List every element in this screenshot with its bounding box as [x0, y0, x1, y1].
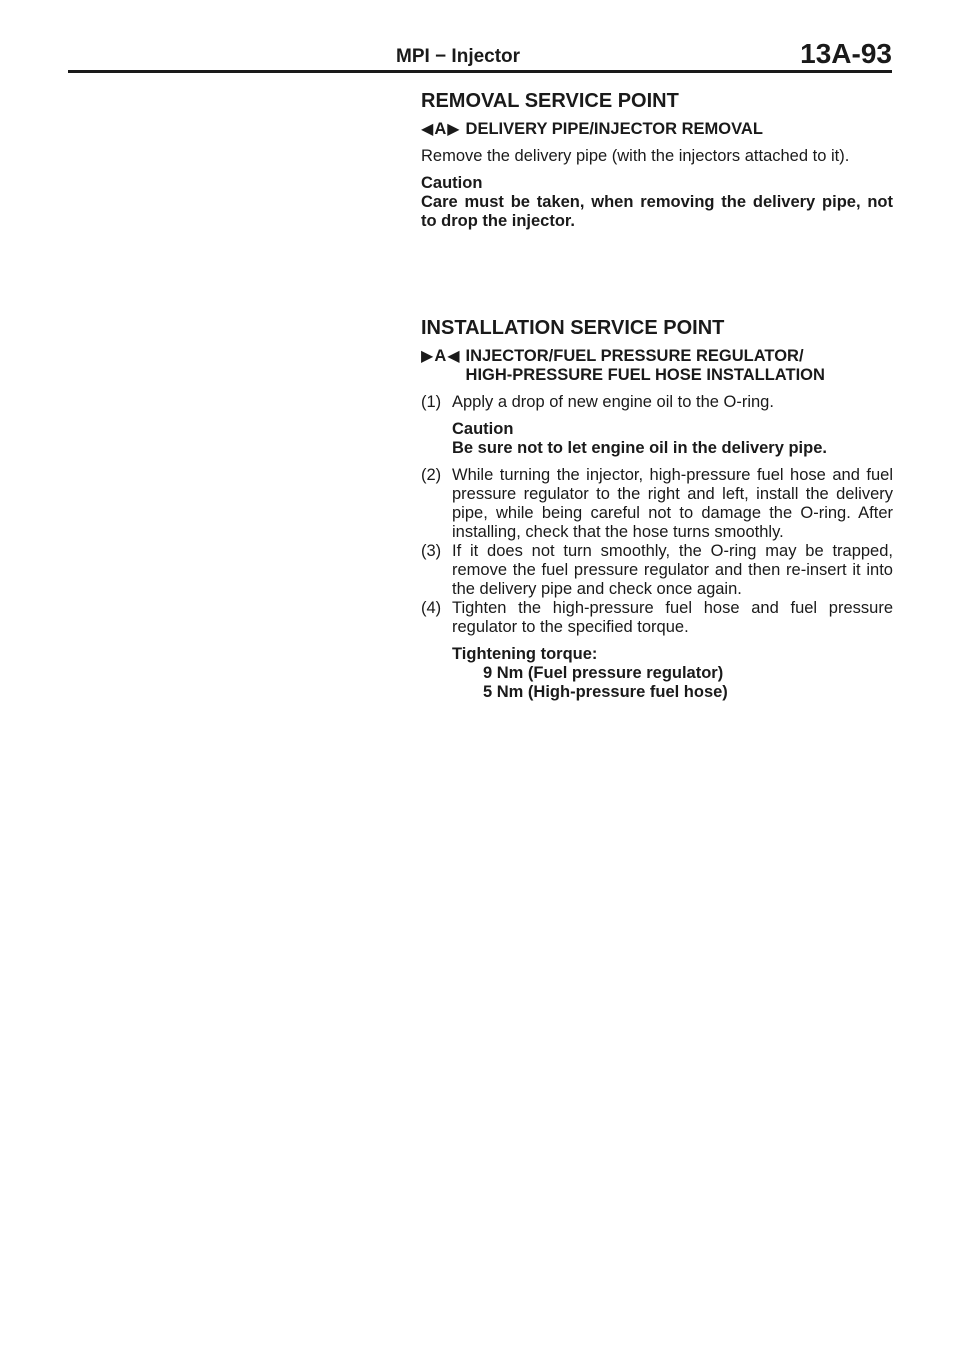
installation-marker-letter: A	[434, 347, 447, 365]
page-number: 13A-93	[800, 38, 892, 69]
installation-caution-label: Caution	[452, 420, 514, 438]
removal-subheading-title: DELIVERY PIPE/INJECTOR REMOVAL	[465, 120, 763, 138]
removal-marker-letter: A	[434, 120, 447, 138]
step-item	[421, 542, 893, 599]
installation-steps	[421, 393, 893, 412]
installation-subheading-line2: HIGH-PRESSURE FUEL HOSE INSTALLATION	[465, 366, 825, 384]
removal-body: Remove the delivery pipe (with the injectors attached to it).	[421, 147, 850, 165]
removal-marker	[421, 120, 460, 139]
page-header	[0, 0, 960, 80]
torque-value-hose: 5 Nm (High-pressure fuel hose)	[483, 683, 728, 701]
step-number: (4)	[421, 599, 442, 617]
step-number: (3)	[421, 542, 442, 560]
installation-subheading	[421, 347, 893, 385]
header-divider	[68, 70, 892, 73]
installation-heading: INSTALLATION SERVICE POINT	[421, 317, 725, 339]
triangle-left-icon: ◀	[421, 121, 434, 138]
removal-heading: REMOVAL SERVICE POINT	[421, 90, 679, 112]
step-number: (2)	[421, 466, 442, 484]
installation-caution-text: Be sure not to let engine oil in the delivery pipe.	[452, 439, 827, 457]
removal-subheading	[421, 120, 893, 139]
installation-subheading-line1: INJECTOR/FUEL PRESSURE REGULATOR/	[465, 347, 804, 365]
torque-value-regulator: 9 Nm (Fuel pressure regulator)	[483, 664, 724, 682]
step-text: If it does not turn smoothly, the O-ring may be trapped, remove the fuel pressure regulator and then re-insert it into the delivery pipe and check once again.	[452, 542, 893, 598]
step-item	[421, 393, 893, 412]
step-text: Tighten the high-pressure fuel hose and fuel pressure regulator to the specified torque.	[452, 599, 893, 636]
step-number: (1)	[421, 393, 442, 411]
step-text: Apply a drop of new engine oil to the O-ring.	[452, 393, 774, 411]
removal-caution-label: Caution	[421, 174, 483, 192]
triangle-right-icon: ▶	[421, 348, 434, 365]
main-content	[421, 88, 893, 702]
step-text: While turning the injector, high-pressure fuel hose and fuel pressure regulator to the right and left, install the delivery pipe, while being careful not to damage the O-ring. After installing, check that the hose turns smoothly.	[452, 466, 893, 541]
installation-marker	[421, 347, 460, 366]
step-item	[421, 599, 893, 637]
triangle-left-icon: ◀	[447, 348, 460, 365]
removal-caution-text: Care must be taken, when removing the delivery pipe, not to drop the injector.	[421, 193, 893, 230]
triangle-right-icon: ▶	[447, 121, 460, 138]
torque-label: Tightening torque:	[452, 645, 598, 663]
installation-subheading-title	[466, 347, 825, 385]
step-item	[421, 466, 893, 542]
installation-steps-continued	[421, 466, 893, 637]
section-title: MPI − Injector	[396, 46, 521, 67]
